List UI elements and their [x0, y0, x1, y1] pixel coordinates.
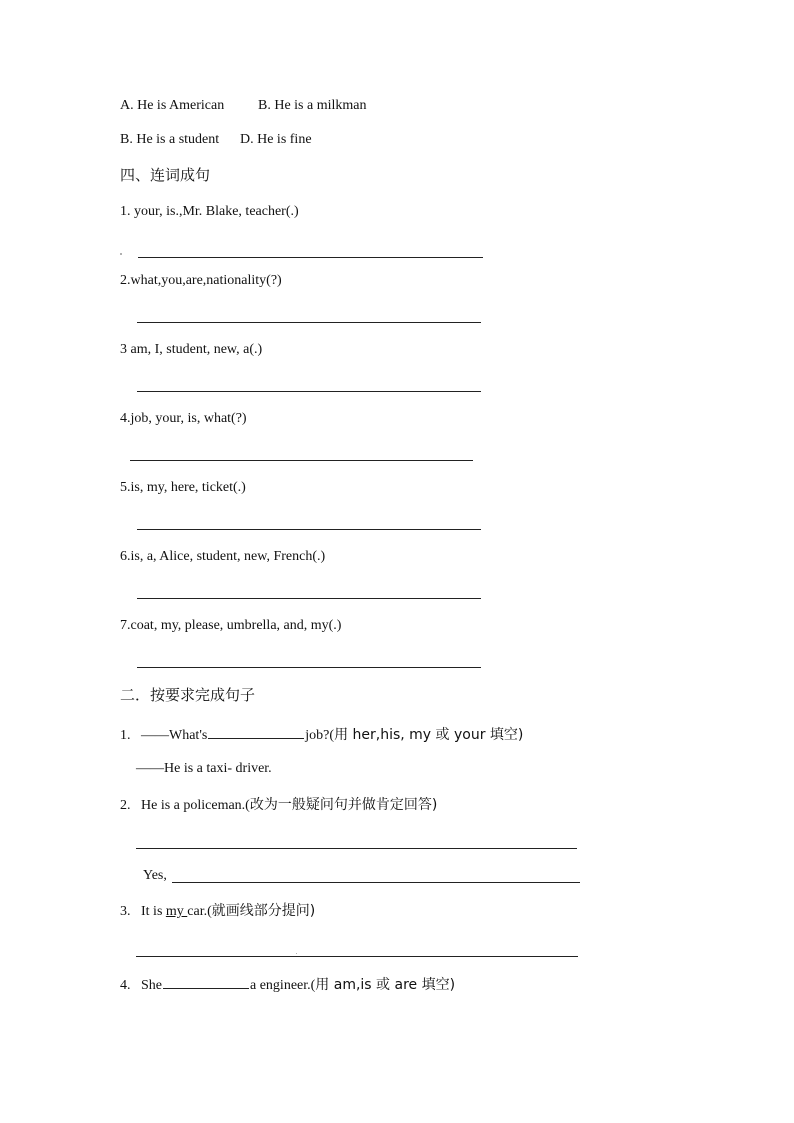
question-3-pre: It is: [141, 904, 166, 919]
question-4-hint: 用 am,is 或 are 填空): [315, 977, 456, 993]
option-b: B. He is a milkman: [258, 98, 367, 113]
section-two-title: 二．按要求完成句子: [120, 686, 256, 704]
question-1-pre: ——What's: [141, 728, 208, 743]
section-four-title: 四、连词成句: [120, 166, 211, 184]
question-1: [120, 724, 523, 745]
question-3-number: 3.: [120, 904, 131, 919]
question-2-hint: 改为一般疑问句并做肯定回答): [249, 797, 438, 813]
answer-line-7[interactable]: [137, 667, 481, 668]
question-2-yes: Yes,: [143, 868, 167, 883]
question-3-underlined: my: [165, 904, 188, 919]
sentence-item-7: 7.coat, my, please, umbrella, and, my(.): [120, 618, 342, 633]
option-a: A. He is American: [120, 98, 225, 113]
answer-line-q2-yes[interactable]: [172, 882, 580, 883]
answer-line-1[interactable]: [138, 257, 483, 258]
answer-line-6[interactable]: [137, 598, 481, 599]
answer-line-5[interactable]: [137, 529, 481, 530]
question-2-number: 2.: [120, 798, 131, 813]
sentence-item-3: 3 am, I, student, new, a(.): [120, 342, 263, 357]
question-1-blank[interactable]: [208, 724, 304, 739]
answer-line-q2[interactable]: [136, 848, 577, 849]
question-1-number: 1.: [120, 728, 131, 743]
sentence-item-1: 1. your, is.,Mr. Blake, teacher(.): [120, 204, 299, 219]
sentence-item-4: 4.job, your, is, what(?): [120, 411, 247, 426]
option-d: D. He is fine: [240, 132, 312, 147]
sentence-item-6: 6.is, a, Alice, student, new, French(.): [120, 549, 326, 564]
question-3-hint: 就画线部分提问): [211, 903, 316, 919]
question-1-hint: 用 her,his, my 或 your 填空): [334, 727, 524, 743]
answer-line-4[interactable]: [130, 460, 473, 461]
question-3-post: car.(: [187, 904, 212, 919]
question-1-answer: ——He is a taxi- driver.: [136, 761, 272, 776]
sentence-item-5: 5.is, my, here, ticket(.): [120, 480, 246, 495]
question-4: [120, 974, 455, 995]
question-1-post: job?(: [305, 728, 335, 743]
question-2-text: He is a policeman.(: [141, 798, 250, 813]
stray-dot: [296, 953, 297, 954]
question-4-blank[interactable]: [163, 974, 249, 989]
question-2: [120, 796, 437, 815]
question-4-pre: She: [141, 978, 162, 993]
answer-line-q3[interactable]: [136, 956, 578, 957]
answer-line-3[interactable]: [137, 391, 481, 392]
question-3: [120, 902, 315, 921]
question-4-number: 4.: [120, 978, 131, 993]
stray-dot: [120, 253, 122, 255]
option-b2: B. He is a student: [120, 132, 220, 147]
answer-line-2[interactable]: [137, 322, 481, 323]
sentence-item-2: 2.what,you,are,nationality(?): [120, 273, 282, 288]
question-4-post: a engineer.(: [250, 978, 316, 993]
